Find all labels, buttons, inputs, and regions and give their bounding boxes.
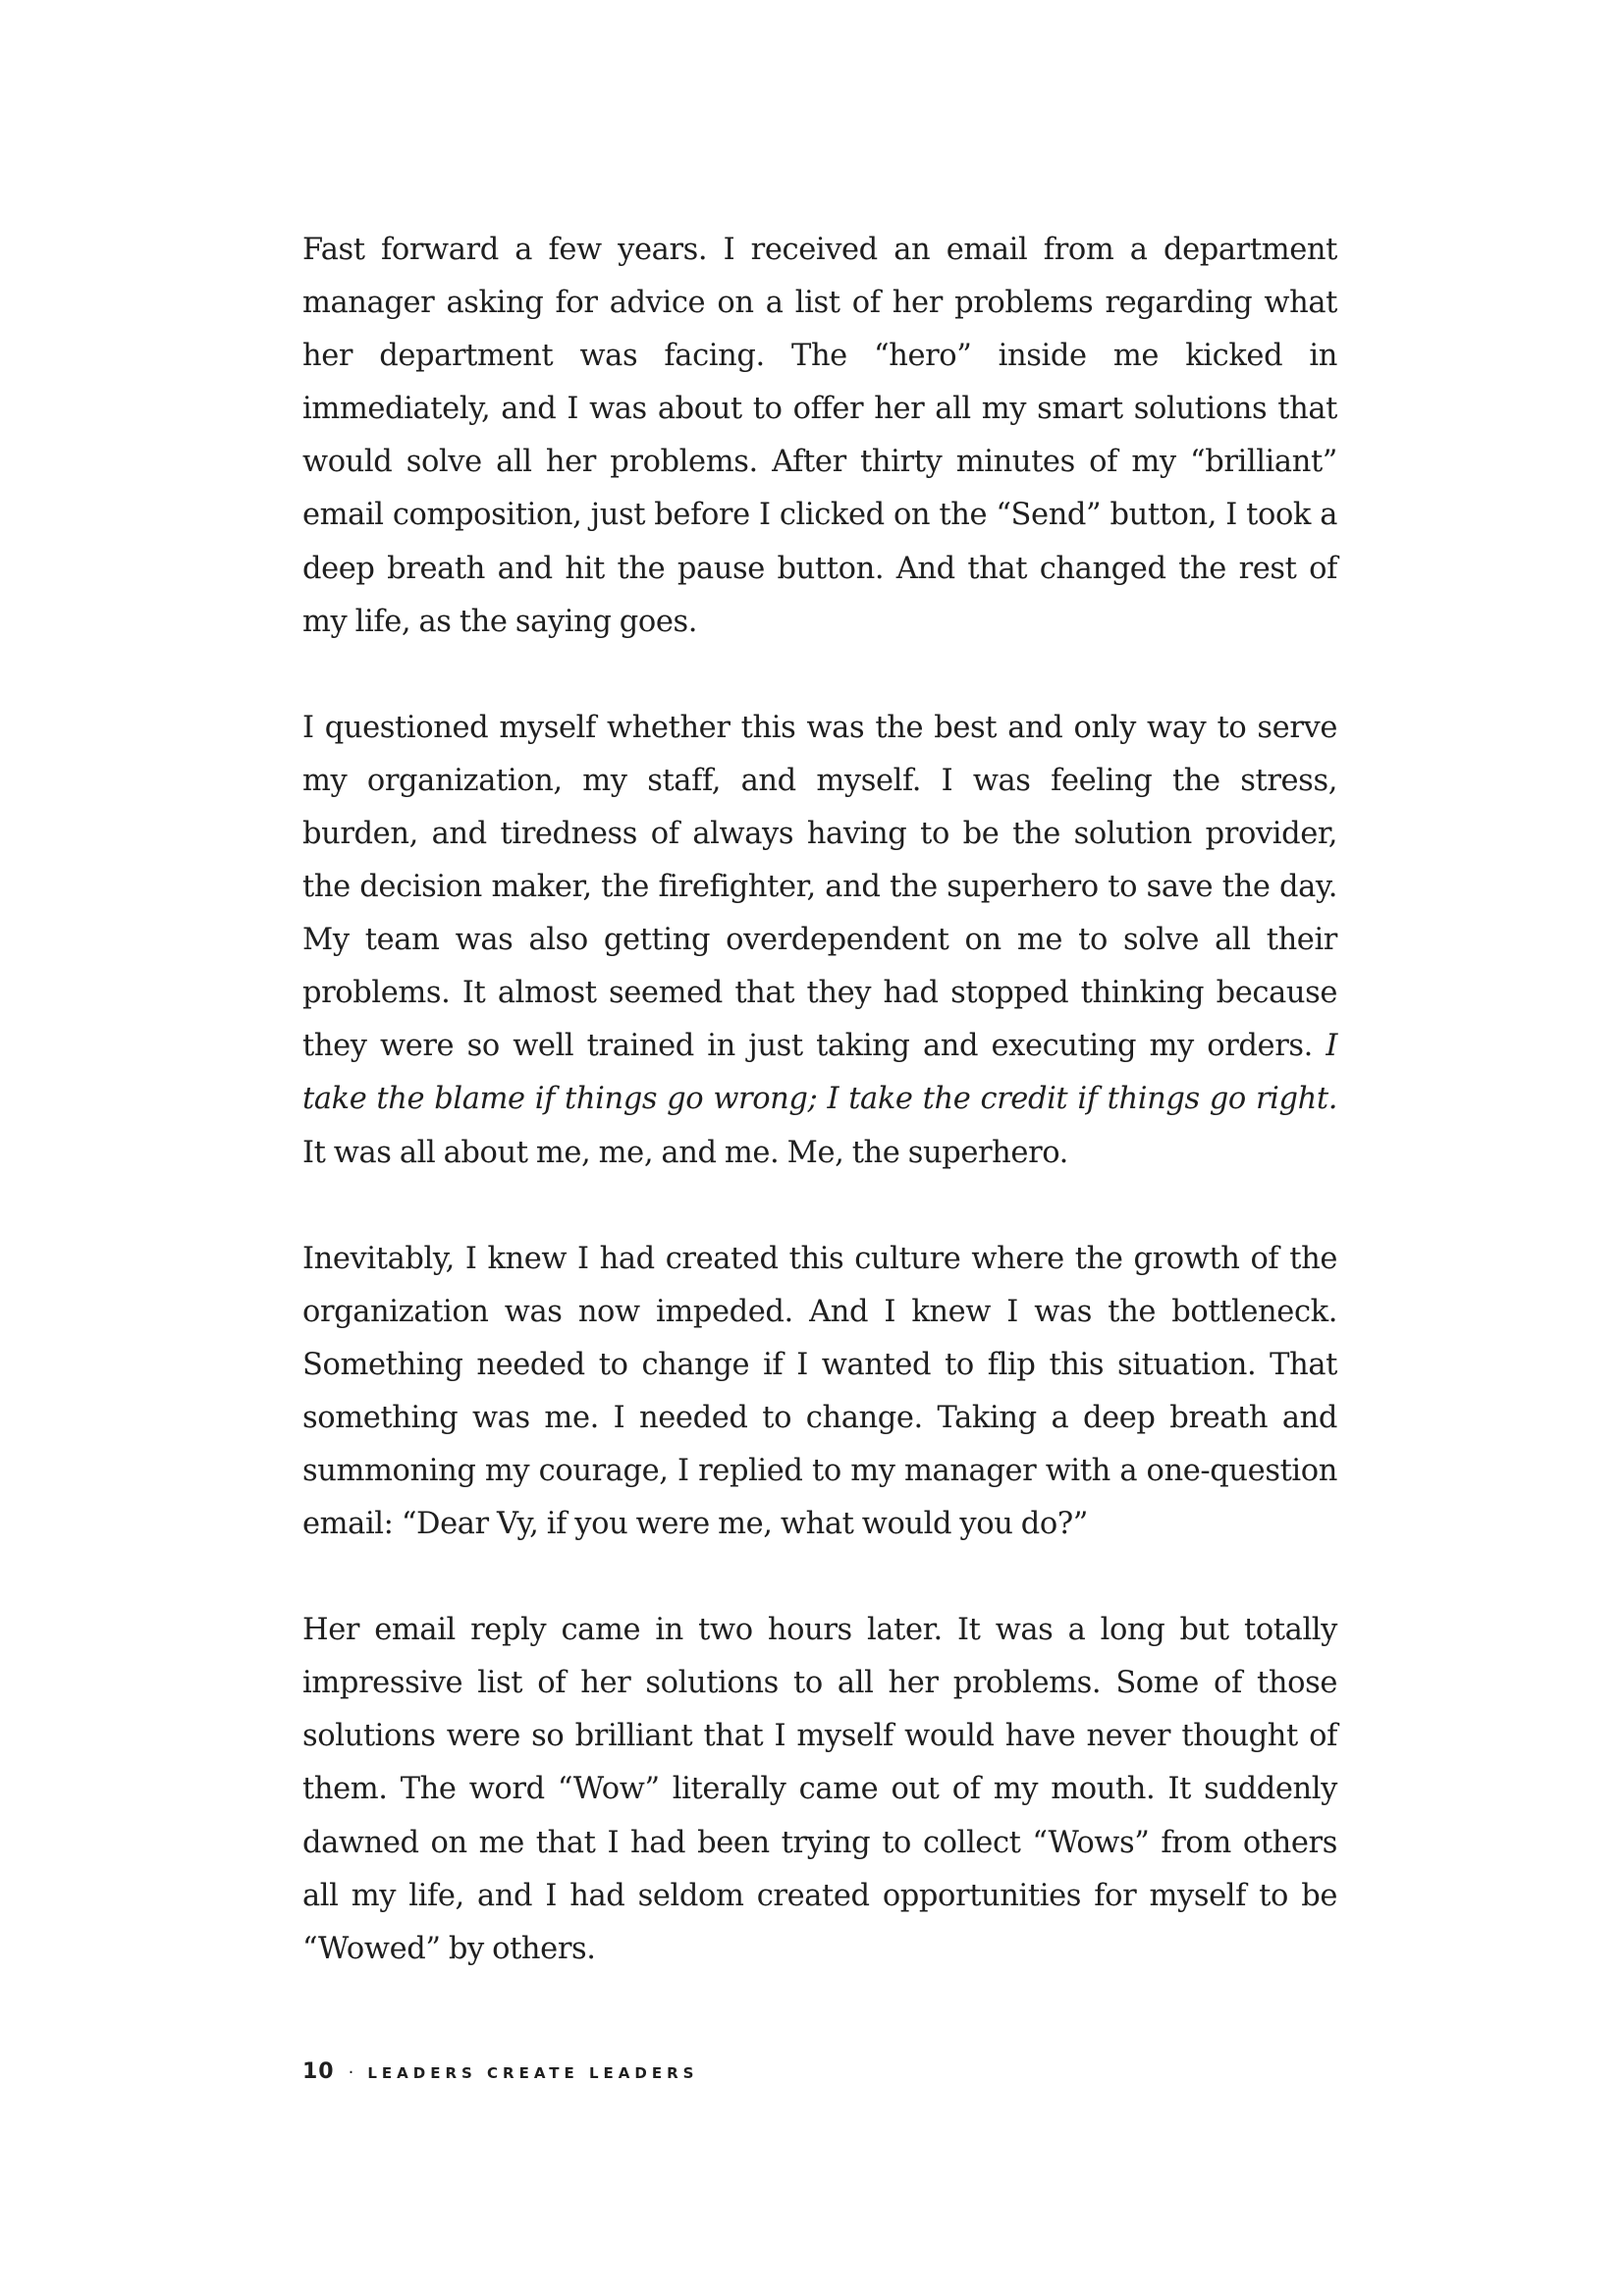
page-footer [302, 2059, 698, 2084]
running-title: LEADERS CREATE LEADERS [367, 2064, 699, 2082]
paragraph-2 [302, 702, 1337, 1180]
paragraph-4 [302, 1604, 1337, 1976]
paragraph-text: It was all about me, me, and me. Me, the superhero. [302, 1135, 1068, 1170]
page-number: 10 [302, 2059, 335, 2084]
paragraph-1 [302, 224, 1337, 649]
body-text [302, 224, 1337, 1976]
footer-separator: · [348, 2062, 354, 2083]
paragraph-text: Inevitably, I knew I had created this culture where the growth of the organization was now impeded. And I knew I was the bottleneck. Something needed to change if I wanted to flip this situation. That something was me. I needed to change. Taking a deep breath and summoning my courage, I replied to my manager with a one-question email: “Dear Vy, if you were me, what would you do?” [302, 1241, 1337, 1542]
paragraph-text: I questioned myself whether this was the best and only way to serve my organization, my staff, and myself. I was feeling the stress, burden, and tiredness of always having to be the solution provider, the decision maker, the firefighter, and the superhero to save the day. My team was also getting overdependent on me to solve all their problems. It almost seemed that they had stopped thinking because they were so well trained in just taking and executing my orders. [302, 710, 1337, 1064]
paragraph-text: Her email reply came in two hours later. It was a long but totally impressive list of her solutions to all her problems. Some of those solutions were so brilliant that I myself would have never thought of them. The word “Wow” literally came out of my mouth. It suddenly dawned on me that I had been trying to collect “Wows” from others all my life, and I had seldom created opportunities for myself to be “Wowed” by others. [302, 1613, 1337, 1966]
italic-quote: I take the blame if things go wrong; I take the credit if things go right. [302, 1029, 1337, 1117]
paragraph-3 [302, 1233, 1337, 1552]
paragraph-text: Fast forward a few years. I received an email from a department manager asking for advice on a list of her problems regarding what her department was facing. The “hero” inside me kicked in immediately, and I was about to offer her all my smart solutions that would solve all her problems. After thirty minutes of my “brilliant” email composition, just before I clicked on the “Send” button, I took a deep breath and hit the pause button. And that changed the rest of my life, as the saying goes. [302, 233, 1337, 639]
